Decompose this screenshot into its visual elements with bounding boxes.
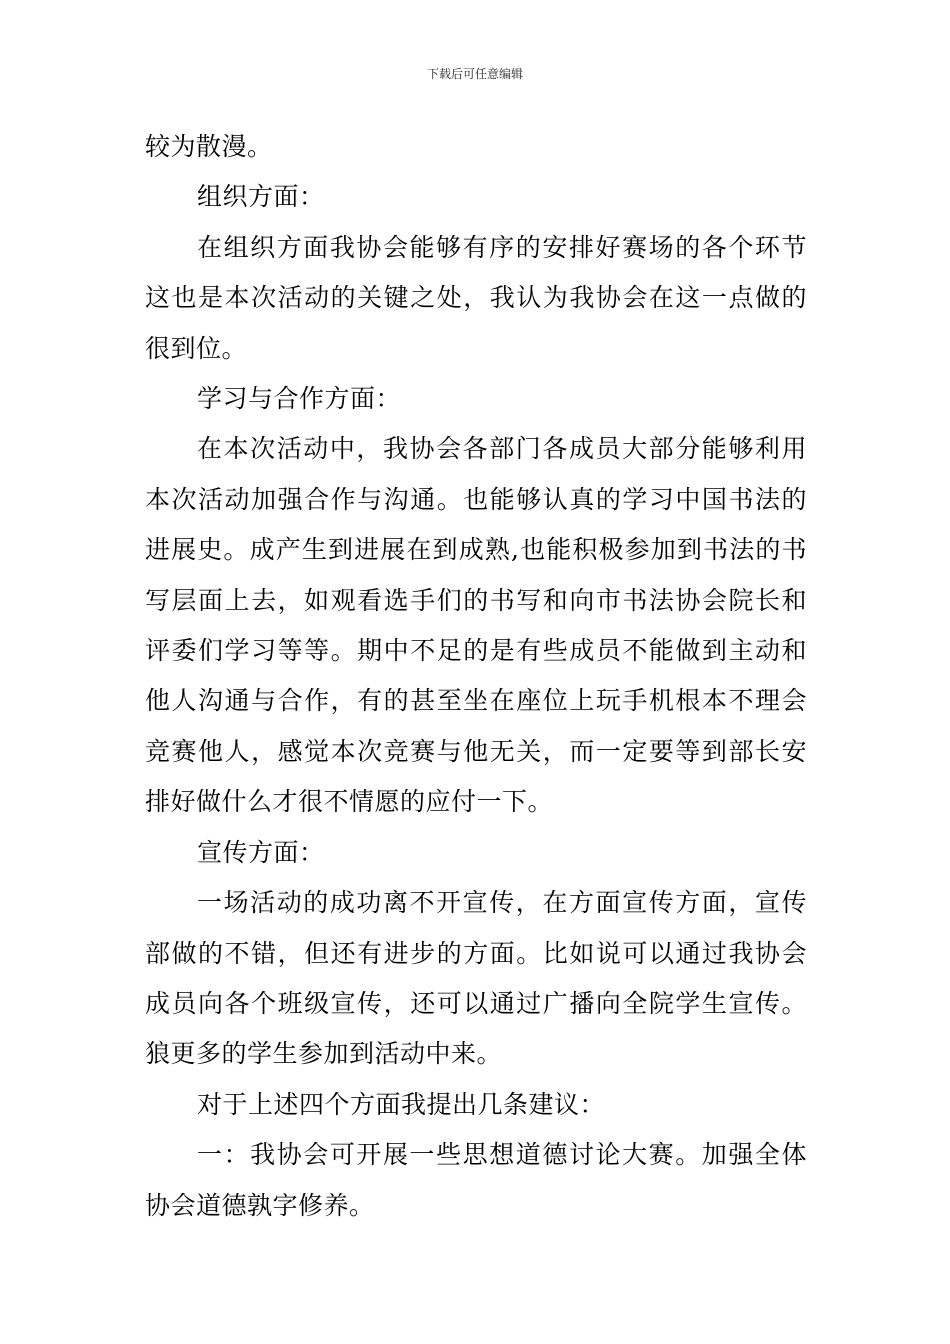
section-heading-learning-cooperation: 学习与合作方面： [197,384,402,414]
paragraph-organization: 在组织方面我协会能够有序的安排好赛场的各个环节这也是本次活动的关键之处，我认为我协会在这一点做的很到位。 [145,232,807,363]
paragraph-suggestion-one: 一：我协会可开展一些思想道德讨论大赛。加强全体协会道德孰字修养。 [145,1140,807,1220]
paragraph-continuation: 较为散漫。 [145,132,273,161]
document-body [145,122,807,1231]
paragraph-suggestions-intro: 对于上述四个方面我提出几条建议： [197,1089,606,1119]
paragraph-publicity: 一场活动的成功离不开宣传，在方面宣传方面，宣传部做的不错，但还有进步的方面。比如说可以通过我协会成员向各个班级宣传，还可以通过广播向全院学生宣传。狼更多的学生参加到活动中来。 [145,888,807,1069]
page-header: 下载后可任意编辑 [426,67,523,81]
section-heading-organization: 组织方面： [197,182,325,212]
section-heading-publicity: 宣传方面： [197,837,325,867]
paragraph-learning-cooperation: 在本次活动中，我协会各部门各成员大部分能够利用本次活动加强合作与沟通。也能够认真的学习中国书法的进展史。成产生到进展在到成熟,也能积极参加到书法的书写层面上去，如观看选手们的书写和向市书法协会院长和评委们学习等等。期中不足的是有些成员不能做到主动和他人沟通与合作，有的甚至坐在座位上玩手机根本不理会竞赛他人，感觉本次竞赛与他无关，而一定要等到部长安排好做什么才很不情愿的应付一下。 [145,434,807,817]
